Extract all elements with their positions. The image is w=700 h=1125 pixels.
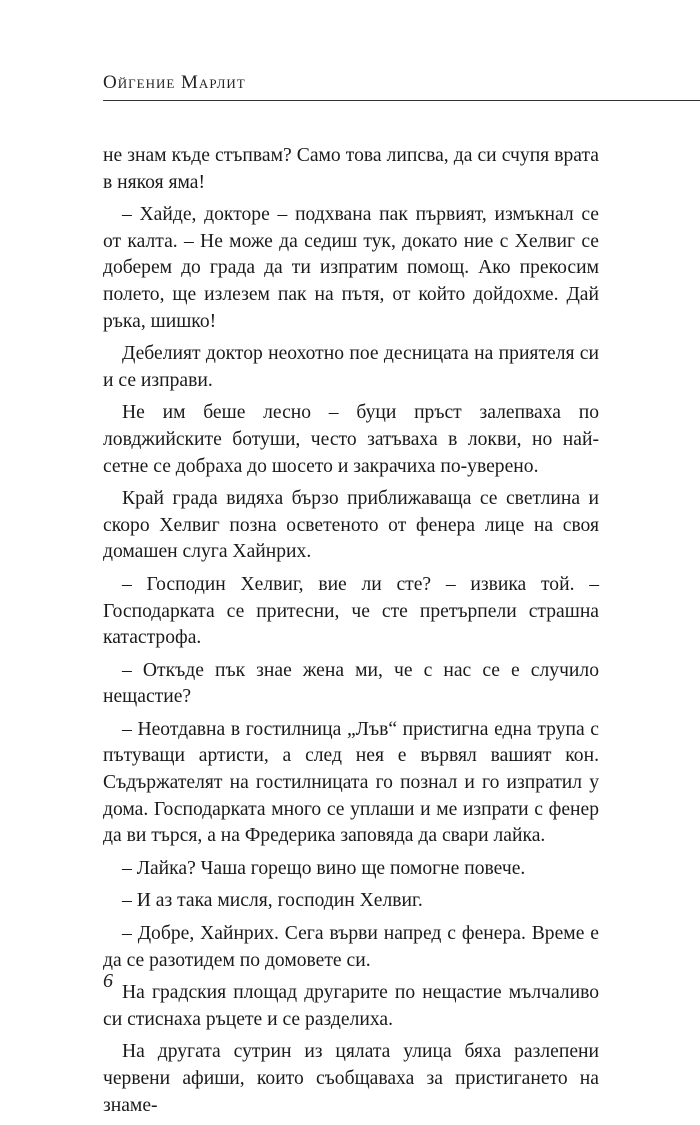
paragraph: Не им беше лесно – буци пръст залепваха по ловджийските ботуши, често затъваха в локви, но най-сетне се добраха до шосето и закрачиха по-уверено.: [103, 402, 599, 477]
header-rule: [103, 100, 700, 101]
paragraph: – Откъде пък знае жена ми, че с нас се е случило нещастие?: [103, 659, 599, 708]
paragraph: – Добре, Хайнрих. Сега върви напред с фенера. Време е да се разотидем по домовете си.: [103, 923, 599, 971]
paragraph: Дебелият доктор неохотно пое десницата на приятеля си и се изправи.: [103, 343, 599, 391]
paragraph: На градския площад другарите по нещастие мълчаливо си стиснаха ръцете и се разделиха.: [103, 982, 599, 1030]
paragraph: Край града видяха бързо приближаваща се светлина и скоро Хелвиг позна осветеното от фенера лице на своя домашен слуга Хайнрих.: [103, 488, 599, 563]
body-text: [103, 143, 599, 1125]
paragraph: – Хайде, докторе – подхвана пак първият, измъкнал се от калта. – Не може да седиш тук, докато ние с Хелвиг се доберем до града да ти изпратим помощ. Ако прекосим полето, ще излезем пак на пътя, от който дойдохме. Дай ръка, шишко!: [103, 204, 599, 332]
paragraph: не знам къде стъпвам? Само това липсва, да си счупя врата в някоя яма!: [103, 145, 599, 193]
paragraph: – Господин Хелвиг, вие ли сте? – извика той. – Господарката се притесни, че сте претърпели страшна катастрофа.: [103, 573, 599, 649]
paragraph: – Лайка? Чаша горещо вино ще помогне повече.: [122, 857, 526, 879]
page-number: 6: [103, 970, 113, 992]
paragraph: На другата сутрин из цялата улица бяха разлепени червени афиши, които съобщаваха за пристигането на знаме-: [103, 1041, 599, 1116]
paragraph: – И аз така мисля, господин Хелвиг.: [122, 890, 423, 912]
paragraph: – Неотдавна в гостилница „Лъв“ пристигна една трупа с пътуващи артисти, а след нея е вървял вашият кон. Съдържателят на гостилницата го познал и го изпратил у дома. Господарката много се уплаши и ме изпрати с фенер да ви търся, а на Фредерика заповяда да свари лайка.: [103, 718, 599, 847]
running-head: Ойгение Марлит: [103, 72, 246, 93]
